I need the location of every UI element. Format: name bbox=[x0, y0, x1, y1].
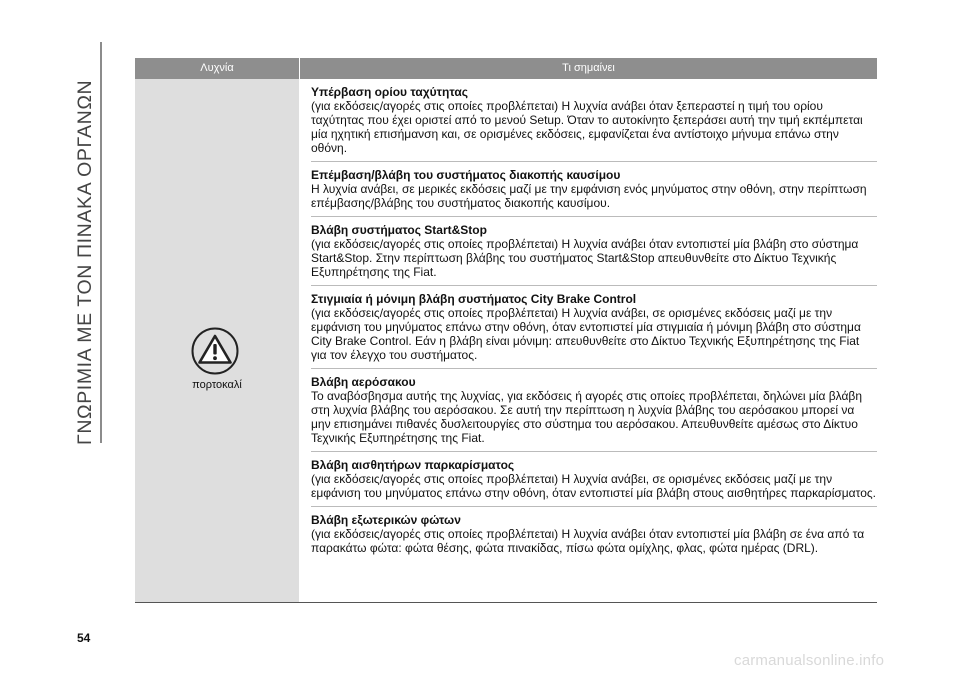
entry-text: (για εκδόσεις/αγορές στις οποίες προβλέπεται) Η λυχνία ανάβει, σε ορισμένες εκδόσεις μαζί με την εμφάνιση του μηνύματος επάνω στην οθόνη, όταν εντοπιστεί μία στιγμιαία ή μόνιμη βλάβη στο σύστημα City Brake Control. Εάν η βλάβη είναι μόνιμη: απευθυνθείτε στο Δίκτυο Τεχνικής Εξυπηρέτησης της Fiat για τον έλεγχο του συστήματος. bbox=[311, 306, 861, 362]
entry-title: Στιγμιαία ή μόνιμη βλάβη συστήματος City Brake Control bbox=[311, 292, 637, 306]
entry-city-brake bbox=[311, 286, 877, 369]
entry-exterior-lights bbox=[311, 507, 877, 562]
header-lamp: Λυχνία bbox=[200, 62, 234, 74]
table-header bbox=[135, 58, 877, 79]
table-body bbox=[135, 79, 877, 603]
entry-title: Βλάβη συστήματος Start&Stop bbox=[311, 223, 487, 237]
entry-text: Η λυχνία ανάβει, σε μερικές εκδόσεις μαζί με την εμφάνιση ενός μηνύματος στην οθόνη, στην περίπτωση επέμβασης/βλάβης του συστήματος διακοπής καυσίμου. bbox=[311, 182, 867, 210]
entry-text: Το αναβόσβησμα αυτής της λυχνίας, για εκδόσεις ή αγορές στις οποίες προβλέπεται, δηλώνει μία βλάβη στη λυχνία βλάβης του αερόσακου. Σε αυτή την περίπτωση η λυχνία βλάβης του αερόσακου μπορεί να μην επισημάνει πιθανές δυσλειτουργίες στο σύστημα του αερόσακου. Απευθυνθείτε αμέσως στο Δίκτυο Τεχνικής Εξυπηρέτησης της Fiat. bbox=[311, 389, 863, 445]
warning-triangle-icon bbox=[191, 327, 239, 375]
entry-text: (για εκδόσεις/αγορές στις οποίες προβλέπεται) Η λυχνία ανάβει όταν εντοπιστεί μία βλάβη σε ένα από τα παρακάτω φώτα: φώτα θέσης, φώτα πινακίδας, πίσω φώτα ομίχλης, φλας, φώτα ημέρας (DRL). bbox=[311, 527, 865, 555]
side-divider bbox=[100, 42, 102, 443]
lamp-cell bbox=[135, 79, 299, 602]
entry-airbag bbox=[311, 369, 877, 452]
entry-title: Βλάβη εξωτερικών φώτων bbox=[311, 513, 461, 527]
section-title-vertical: ΓΝΩΡΙΜΙΑ ΜΕ ΤΟΝ ΠΙΝΑΚΑ ΟΡΓΑΝΩΝ bbox=[74, 79, 96, 445]
indicator-table bbox=[135, 58, 877, 603]
page-number: 54 bbox=[77, 631, 91, 645]
lamp-color-label: πορτοκαλί bbox=[192, 379, 242, 391]
watermark[interactable]: carmanualsonline.info bbox=[734, 652, 885, 669]
entry-text: (για εκδόσεις/αγορές στις οποίες προβλέπεται) Η λυχνία ανάβει όταν εντοπιστεί μία βλάβη στο σύστημα Start&Stop. Στην περίπτωση βλάβης του συστήματος Start&Stop απευθυνθείτε στο Δίκτυο Τεχνικής Εξυπηρέτησης της Fiat. bbox=[311, 237, 859, 279]
entry-title: Βλάβη αερόσακου bbox=[311, 375, 416, 389]
entry-text: (για εκδόσεις/αγορές στις οποίες προβλέπεται) Η λυχνία ανάβει, σε ορισμένες εκδόσεις μαζί με την εμφάνιση του μηνύματος επάνω στην οθόνη, όταν εντοπιστεί μία βλάβη στους αισθητήρες παρκαρίσματος. bbox=[311, 472, 876, 500]
entry-title: Επέμβαση/βλάβη του συστήματος διακοπής καυσίμου bbox=[311, 168, 621, 182]
meaning-cell bbox=[299, 79, 877, 602]
entry-start-stop bbox=[311, 217, 877, 286]
entry-text: (για εκδόσεις/αγορές στις οποίες προβλέπεται) Η λυχνία ανάβει όταν ξεπεραστεί η τιμή του ορίου ταχύτητας που έχει οριστεί από το μενού Setup. Όταν το αυτοκίνητο ξεπεράσει αυτή την τιμή εκπέμπεται μία ηχητική επισήμανση και, σε ορισμένες εκδόσεις, εμφανίζεται ένα αντίστοιχο μήνυμα επάνω στην οθόνη. bbox=[311, 99, 863, 155]
entry-title: Βλάβη αισθητήρων παρκαρίσματος bbox=[311, 458, 515, 472]
header-meaning: Τι σημαίνει bbox=[299, 58, 877, 79]
entry-speed-limit bbox=[311, 79, 877, 162]
entry-fuel-cutoff bbox=[311, 162, 877, 217]
entry-parking-sensors bbox=[311, 452, 877, 507]
entry-title: Υπέρβαση ορίου ταχύτητας bbox=[311, 85, 468, 99]
